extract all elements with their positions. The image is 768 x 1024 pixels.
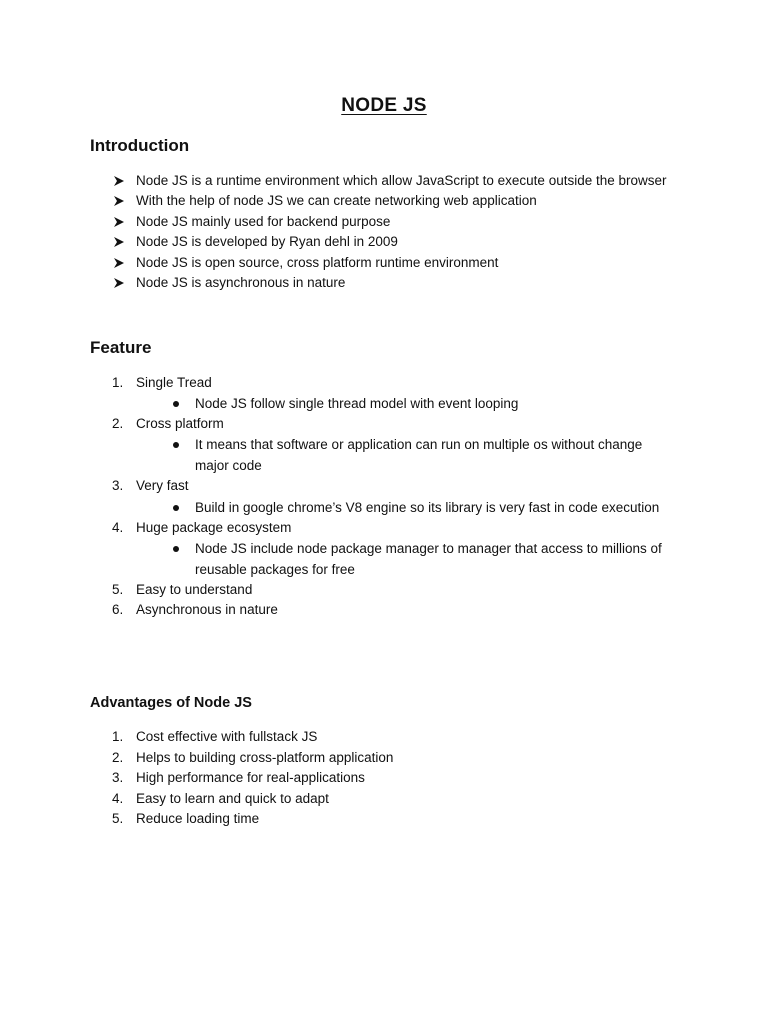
arrow-bullet-icon bbox=[113, 191, 125, 211]
arrow-bullet-icon bbox=[113, 171, 125, 191]
bullet-dot-icon bbox=[173, 401, 179, 407]
feature-heading: Feature bbox=[90, 338, 152, 357]
bullet-dot-icon bbox=[173, 442, 179, 448]
bullet-dot-icon bbox=[173, 505, 179, 511]
introduction-heading: Introduction bbox=[90, 136, 190, 155]
document-page: NODE JS Introduction Node JS is a runtime environment which allow JavaScript to execute outside the browser With the help of node JS we can create networking web application Node JS mainly used for backend purpose Node JS is developed by Ryan dehl in 2009 Node JS is open source, cross platform runtime environment Node JS is asynchronous in nature Feature 1. Single Tread Node JS follow single thread model with event looping 2. Cross platform It means that software or application can run on multiple os without change major code 3. Very fast Build in google chrome’s V8 engine so its library is very fast in code execution 4. Huge package ecosystem Node JS include node package manager to manager that access to millions of reusable packages for free 5. Easy to understand 6. Asynchronous in nature Advantages of Node JS 1. Cost effective with fullstack JS 2. Helps to building cross-platform application 3. High performance for real-applications 4. Easy to learn and quick to adapt 5. Reduce loading time bbox=[0, 0, 768, 1024]
arrow-bullet-icon bbox=[113, 232, 125, 252]
advantages-heading: Advantages of Node JS bbox=[90, 695, 252, 711]
arrow-bullet-icon bbox=[113, 273, 125, 293]
document-title: NODE JS bbox=[341, 95, 427, 116]
arrow-bullet-icon bbox=[113, 253, 125, 273]
bullet-dot-icon bbox=[173, 546, 179, 552]
arrow-bullet-icon bbox=[113, 212, 125, 232]
